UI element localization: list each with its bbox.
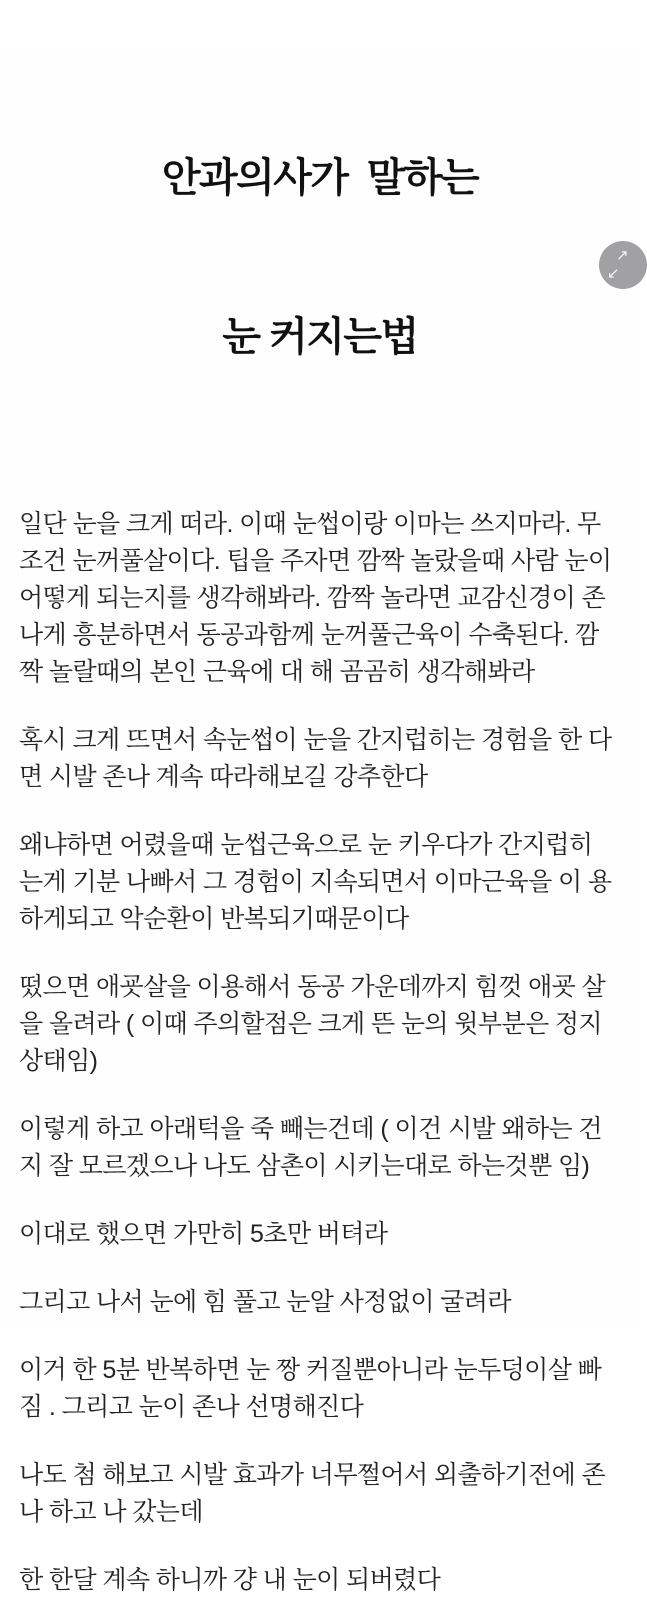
- body-paragraph: 한 한달 계속 하니까 걍 내 눈이 되버렸다: [19, 1566, 441, 1594]
- body-text: [19, 506, 621, 1599]
- body-paragraph: 그리고 나서 눈에 힘 풀고 눈알 사정없이 굴려라: [19, 1288, 511, 1316]
- body-paragraph: 나도 첨 해보고 시발 효과가 너무쩔어서 외출하기전에 존나 하고 나 갔는데: [19, 1461, 606, 1526]
- body-paragraph: 이렇게 하고 아래턱을 죽 빼는건데 ( 이건 시발 왜하는 건지 잘 모르겠으나 나도 삼촌이 시키는대로 하는것뿐 임): [19, 1115, 602, 1180]
- arrow-northeast-icon: ↗: [616, 246, 629, 264]
- resize-expand-button[interactable]: [599, 241, 647, 289]
- body-paragraph: 떴으면 애굣살을 이용해서 동공 가운데까지 힘껏 애굣 살을 올려라 ( 이때 주의할점은 크게 뜬 눈의 윗부분은 정지상태임): [19, 973, 606, 1075]
- body-paragraph: 일단 눈을 크게 떠라. 이때 눈썹이랑 이마는 쓰지마라. 무조건 눈꺼풀살이다. 팁을 주자면 깜짝 놀랐을때 사람 눈이 어떻게 되는지를 생각해봐라. 깜짝 놀라면 교감신경이 존나게 흥분하면서 동공과함께 눈꺼풀근육이 수축된다. 깜짝 놀랄때의 본인 근육에 대 해 곰곰히 생각해봐라: [19, 510, 612, 686]
- arrow-southwest-icon: ↙: [607, 264, 620, 282]
- body-paragraph: 이거 한 5분 반복하면 눈 짱 커질뿐아니라 눈두덩이살 빠짐 . 그리고 눈이 존나 선명해진다: [19, 1356, 602, 1421]
- post-image: [0, 46, 640, 1594]
- body-paragraph: 왜냐하면 어렸을때 눈썹근육으로 눈 키우다가 간지럽히 는게 기분 나빠서 그 경험이 지속되면서 이마근육을 이 용하게되고 악순환이 반복되기때문이다: [19, 831, 612, 933]
- page-title-line-1: 안과의사가 말하는: [161, 156, 479, 200]
- page-title-line-2: 눈 커지는법: [222, 315, 418, 359]
- body-paragraph: 이대로 했으면 가만히 5초만 버텨라: [19, 1220, 388, 1248]
- page-title: [20, 46, 620, 470]
- body-paragraph: 혹시 크게 뜨면서 속눈썹이 눈을 간지럽히는 경험을 한 다면 시발 존나 계속 따라해보길 강추한다: [19, 726, 612, 791]
